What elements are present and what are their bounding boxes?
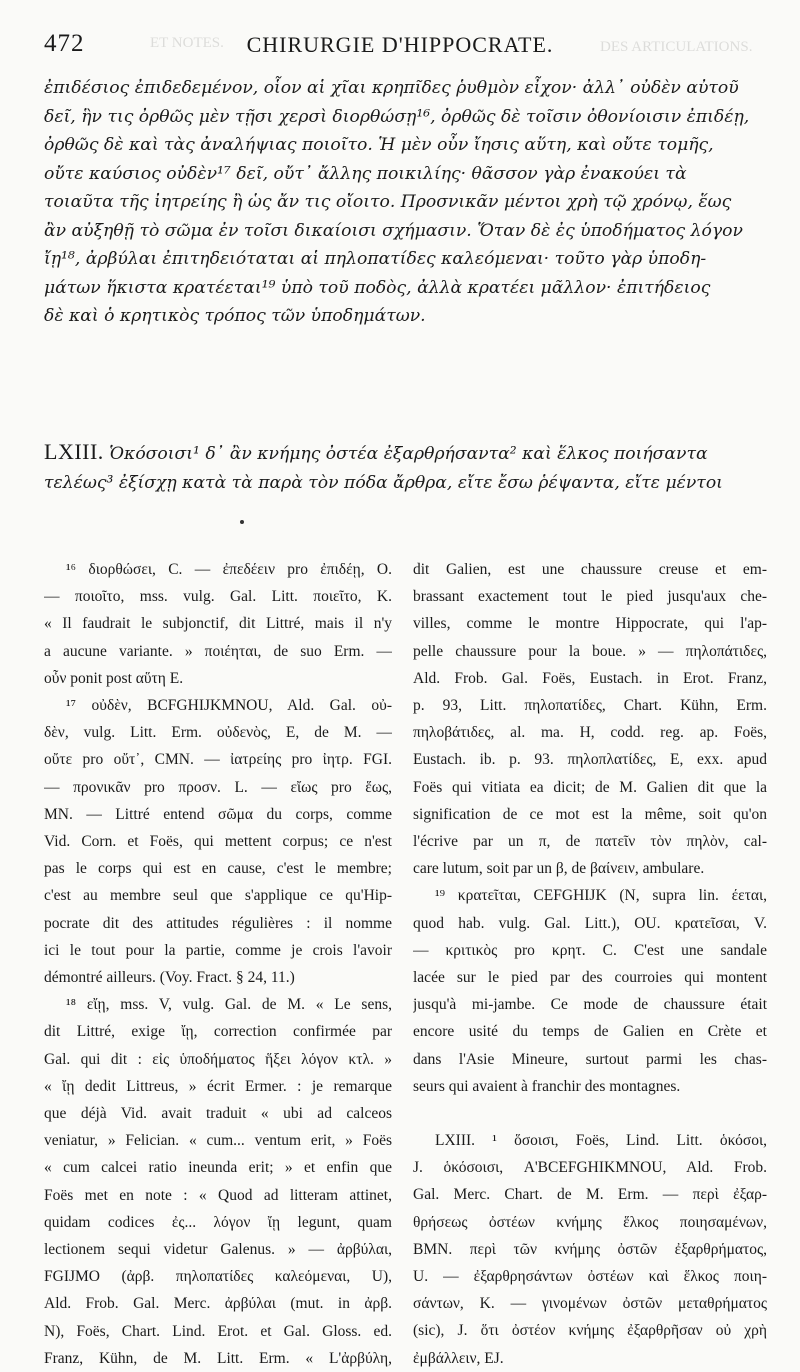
greek-text-block bbox=[44, 74, 768, 331]
note-line: Vid. Corn. et Foës, qui mettent corpus; ce n'est bbox=[44, 833, 392, 851]
note-line: jusqu'à mi-jambe. Ce mode de chaussure était bbox=[413, 996, 767, 1014]
note-line: — προνικᾶν pro προσν. L. — εἴως pro ἕως, bbox=[44, 778, 392, 796]
section-second-line: τελέως³ ἐξίσχῃ κατὰ τὰ παρὰ τὸν πόδα ἄρθρα, εἴτε ἔσω ῥέψαντα, εἴτε μέντοι bbox=[44, 472, 723, 493]
note-line: ¹⁹ κρατεῖται, CEFGHIJK (N, supra lin. έεται, bbox=[435, 887, 767, 905]
note-line: dans l'Asie Mineure, surtout parmi les chas- bbox=[413, 1050, 767, 1068]
note-line: Franz, Kühn, de M. Litt. Erm. « L'ἀρβύλη, bbox=[44, 1349, 392, 1367]
page-header bbox=[44, 28, 756, 62]
section-number: LXIII. bbox=[44, 439, 104, 464]
running-title: CHIRURGIE D'HIPPOCRATE. bbox=[246, 32, 554, 57]
note-line: Gal. qui dit : εἰς ὑποδήματος ἥξει λόγον κτλ. » bbox=[44, 1050, 392, 1068]
greek-line: ὀρθῶς δὲ καὶ τὰς ἀναλήψιας ποιοῖτο. Ἡ μὲν οὖν ἴησις αὕτη, καὶ οὔτε τομῆς, bbox=[44, 135, 714, 155]
note-line: Eustach. ib. p. 93. πηλοπλατίδες, E, exx. apud bbox=[413, 751, 767, 769]
note-line: care lutum, soit par un β, de βαίνειν, ambulare. bbox=[413, 860, 705, 878]
note-line: (sic), J. ὅτι ὀστέον κνήμης ἐξαρθρῆσαν οὐ χρὴ bbox=[413, 1322, 767, 1340]
note-line: Ald. Frob. Gal. Foës, Eustach. in Erot. Franz, bbox=[413, 669, 767, 687]
note-line: ¹⁸ εἴῃ, mss. V, vulg. Gal. de M. « Le sens, bbox=[66, 996, 392, 1014]
note-line: que déjà Vid. avait traduit « ubi ad calceos bbox=[44, 1105, 392, 1123]
note-line: pas le corps qui est en cause, c'est le membre; bbox=[44, 860, 392, 878]
note-line: Foës met en note : « Quod ad litteram attinet, bbox=[44, 1186, 392, 1204]
note-line: — ποιοῖτο, mss. vulg. Gal. Litt. ποιεῖτο, K. bbox=[44, 588, 392, 606]
note-line: brassant exactement tout le pied jusqu'aux che- bbox=[413, 588, 767, 606]
note-line: LXIII. ¹ ὅσοισι, Foës, Lind. Litt. ὁκόσοι, bbox=[435, 1132, 767, 1150]
note-line: pocrate dit des attitudes régulières : il nomme bbox=[44, 914, 392, 932]
note-line: — κριτικὸς pro κρητ. C. C'est une sandale bbox=[413, 941, 767, 959]
note-line: ¹⁷ οὐδὲν, BCFGHIJKMNOU, Ald. Gal. οὐ- bbox=[66, 697, 392, 715]
greek-line: μάτων ἥκιστα κρατέεται¹⁹ ὑπὸ τοῦ ποδὸς, ἀλλὰ κρατέει μᾶλλον· ἐπιτήδειος bbox=[44, 277, 711, 298]
note-line: θρήσεως ὀστέων κνήμης ἕλκος ποιησαμένων, bbox=[413, 1213, 767, 1231]
note-line: « Il faudrait le subjonctif, dit Littré, mais il n'y bbox=[44, 615, 392, 633]
note-line: a aucune variante. » ποιέηται, de suo Erm. — bbox=[44, 642, 392, 660]
note-line: quod hab. vulg. Gal. Litt.), OU. κρατεῖσαι, V. bbox=[413, 914, 767, 932]
note-line: lectionem sequi videtur Galenus. » — ἀρβύλαι, bbox=[44, 1241, 392, 1259]
bleed-through-heading: ET NOTES. bbox=[150, 35, 224, 51]
note-line: Foës qui vitiata ea dicit; de M. Galien dit que la bbox=[413, 778, 767, 796]
note-line: ¹⁶ διορθώσει, C. — ἐπεδέειν pro ἐπιδέῃ, O. bbox=[66, 561, 392, 578]
greek-line: τοιαῦτα τῆς ἰητρείης ἢ ὡς ἄν τις οἴοιτο. Προσνικᾶν μέντοι χρὴ τῷ χρόνῳ, ἕως bbox=[44, 192, 732, 212]
greek-line: οὔτε καύσιος οὐδὲν¹⁷ δεῖ, οὔτ᾽ ἄλλης ποικιλίης· θᾶσσον γὰρ ἐνακούει τὰ bbox=[44, 163, 687, 184]
section-text: Ὁκόσοισι¹ δ᾽ ἂν κνήμης ὀστέα ἐξαρθρήσαντα² καὶ ἕλκος ποιήσαντα bbox=[109, 444, 708, 464]
note-line: c'est au membre seul que s'applique ce qu'Hip- bbox=[44, 887, 392, 905]
bleed-through-heading: DES ARTICULATIONS. bbox=[600, 39, 753, 55]
note-line: encore usité du temps de Galien en Crète et bbox=[413, 1023, 767, 1041]
note-line: quidam codices ἐς... λόγον ἴῃ legunt, quam bbox=[44, 1213, 392, 1231]
note-line: δὲν, vulg. Litt. Erm. οὐδενὸς, E, de M. — bbox=[44, 724, 392, 742]
note-line: lacée sur le pied par des courroies qui montent bbox=[413, 969, 767, 987]
note-line: pelle chaussure pour la boue. » — πηλοπάτιδες, bbox=[413, 642, 767, 660]
section-lxiii bbox=[44, 438, 768, 497]
note-line: démontré ailleurs. (Voy. Fract. § 24, 11.) bbox=[44, 969, 295, 987]
note-line: Ald. Frob. Gal. Merc. ἀρβύλαι (mut. in ἀρβ. bbox=[44, 1295, 392, 1313]
note-line: Gal. Merc. Chart. de M. Erm. — περὶ ἐξαρ- bbox=[413, 1186, 767, 1204]
note-line: σάντων, K. — γινομένων ὀστῶν μεταθρήματος bbox=[413, 1295, 767, 1313]
notes-left-column bbox=[44, 556, 392, 1372]
greek-line: ἂν αὐξηθῇ τὸ σῶμα ἐν τοῖσι δικαίοισι σχήμασιν. Ὅταν δὲ ἐς ὑποδήματος λόγον bbox=[44, 220, 743, 241]
note-spacer bbox=[413, 1100, 767, 1127]
note-line: οὖν ponit post αὕτη E. bbox=[44, 669, 184, 687]
note-line: dit Galien, est une chaussure creuse et em- bbox=[413, 561, 767, 578]
note-line: « ἴῃ dedit Littreus, » écrit Ermer. : je remarque bbox=[44, 1077, 392, 1095]
ink-dot bbox=[240, 520, 244, 524]
note-line: l'écrive par un π, de πατεῖν τὸν πηλὸν, cal- bbox=[413, 833, 767, 851]
note-line: signification de ce mot est la même, soit qu'on bbox=[413, 805, 767, 823]
greek-line: ἐπιδέσιος ἐπιδεδεμένον, οἷον αἱ χῖαι κρηπῖδες ῥυθμὸν εἶχον· ἀλλ᾽ οὐδὲν αὐτοῦ bbox=[44, 78, 739, 98]
note-line: « cum calcei ratio ineunda erit; » et enfin que bbox=[44, 1159, 392, 1177]
note-line: ici le tout pour la partie, comme je crois l'avoir bbox=[44, 941, 392, 959]
note-line: p. 93, Litt. πηλοπατίδες, Chart. Kühn, Erm. bbox=[413, 697, 767, 715]
note-line: U. — ἐξαρθρησάντων ὀστέων καὶ ἕλκος ποιη- bbox=[413, 1268, 767, 1286]
note-line: veniatur, » Felician. « cum... ventum erit, » Foës bbox=[44, 1132, 392, 1150]
note-line: οὔτε pro οὔτ᾽, CMN. — ἰατρείης pro ἰητρ. FGI. bbox=[44, 751, 392, 769]
note-line: villes, comme le montre Hippocrate, qui l'ap- bbox=[413, 615, 767, 633]
note-line: πηλοβάτιδες, al. ma. H, codd. reg. ap. Foës, bbox=[413, 724, 767, 742]
note-line: seurs qui avaient à franchir des montagnes. bbox=[413, 1077, 681, 1095]
note-line: N), Foës, Chart. Lind. Erot. et Gal. Gloss. ed. bbox=[44, 1322, 392, 1340]
greek-line: δεῖ, ἣν τις ὀρθῶς μὲν τῇσι χερσὶ διορθώσῃ¹⁶, ὀρθῶς δὲ τοῖσιν ὀθονίοισιν ἐπιδέῃ, bbox=[44, 106, 750, 127]
note-line: BMN. περὶ τῶν κνήμης ὀστῶν ἐξαρθρήματος, bbox=[413, 1240, 767, 1258]
greek-line: ἴῃ¹⁸, ἀρβύλαι ἐπιτηδειόταται αἱ πηλοπατίδες καλεόμεναι· τοῦτο γὰρ ὑποδη- bbox=[44, 249, 707, 269]
page-number: 472 bbox=[44, 30, 85, 57]
note-line: J. ὁκόσοισι, A'BCEFGHIKMNOU, Ald. Frob. bbox=[413, 1159, 767, 1177]
note-line: ἐμβάλλειν, EJ. bbox=[413, 1349, 504, 1367]
greek-line: δὲ καὶ ὁ κρητικὸς τρόπος τῶν ὑποδημάτων. bbox=[44, 306, 426, 326]
notes-right-column bbox=[413, 556, 767, 1372]
note-line: MN. — Littré entend σῶμα du corps, comme bbox=[44, 805, 392, 823]
note-line: FGIJMO (ἀρβ. πηλοπατίδες καλεόμεναι, U), bbox=[44, 1268, 392, 1286]
section-first-line bbox=[44, 438, 768, 469]
note-line: dit Littré, exige ἴῃ, correction confirmée par bbox=[44, 1023, 392, 1041]
